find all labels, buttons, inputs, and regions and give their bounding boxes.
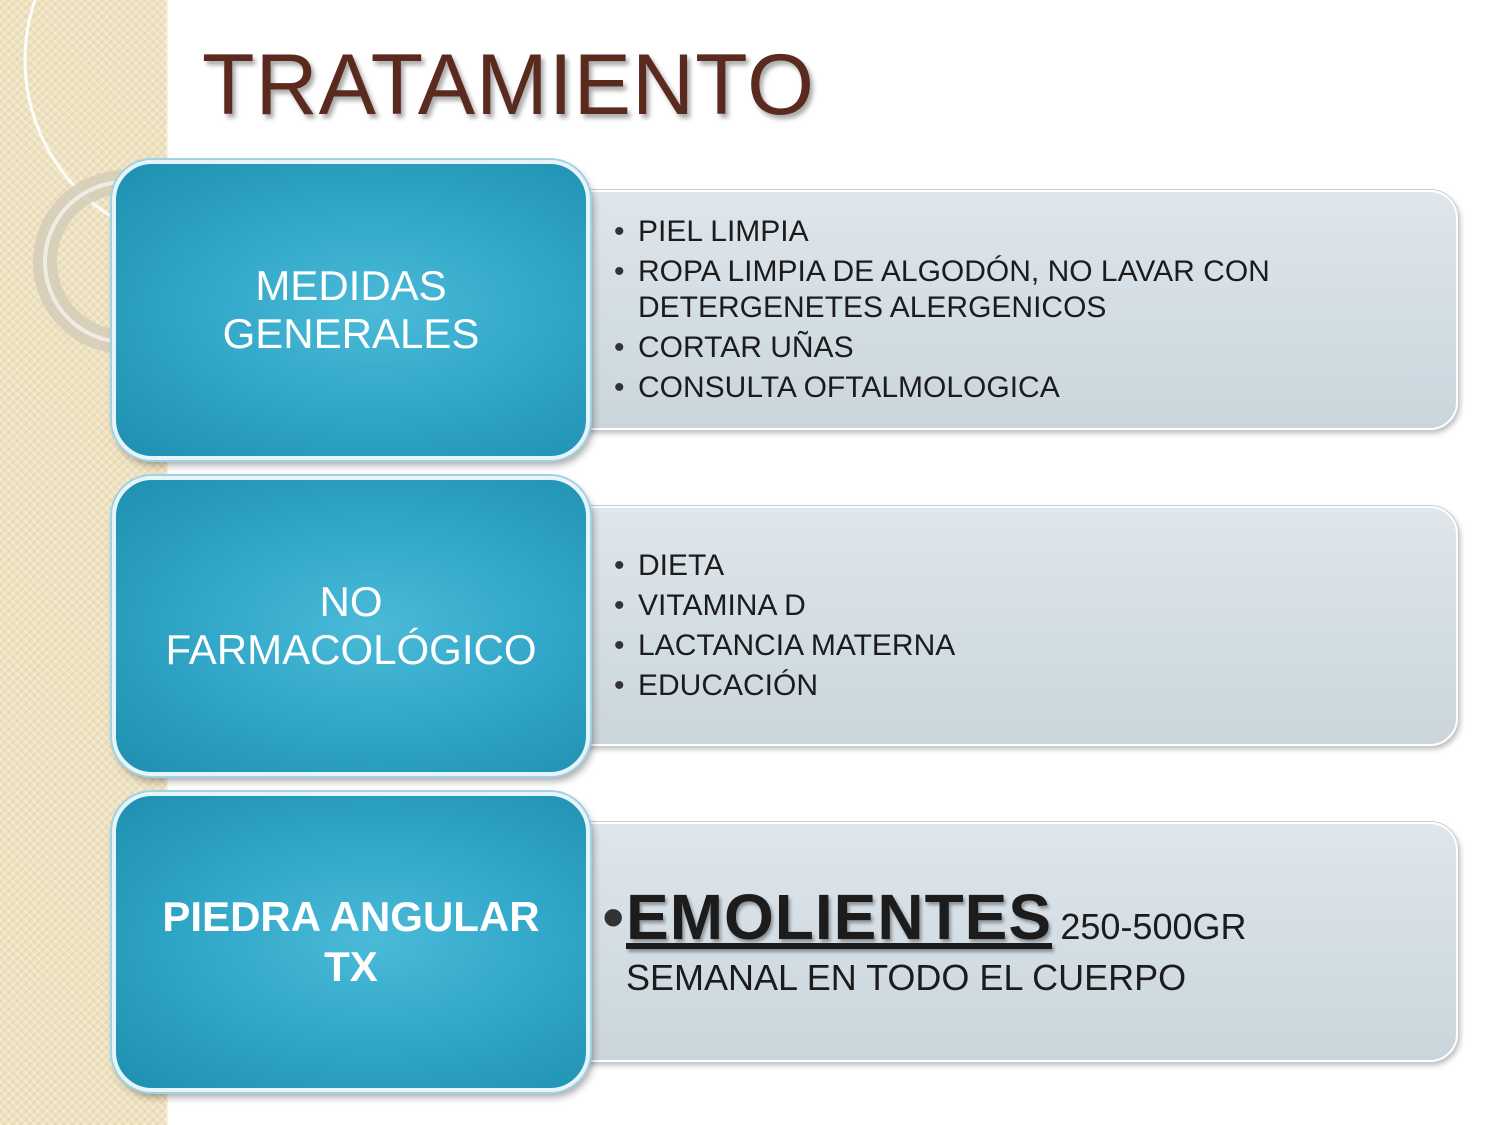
treatment-row-no-farmacologico bbox=[0, 476, 1500, 786]
treatment-row-medidas-generales bbox=[0, 160, 1500, 470]
list-item: • PIEL LIMPIA bbox=[614, 214, 1416, 250]
category-label: MEDIDAS GENERALES bbox=[222, 262, 480, 357]
category-box bbox=[112, 476, 590, 776]
list-item bbox=[602, 881, 1416, 1003]
category-box bbox=[112, 792, 590, 1092]
bullet-list bbox=[562, 544, 1456, 708]
list-item: • CORTAR UÑAS bbox=[614, 330, 1416, 366]
bullet-list bbox=[562, 210, 1456, 410]
list-item: • ROPA LIMPIA DE ALGODÓN, NO LAVAR CON DETERGENETES ALERGENICOS bbox=[614, 254, 1416, 326]
bullet-list bbox=[562, 877, 1456, 1007]
category-label: NO FARMACOLÓGICO bbox=[165, 578, 537, 673]
emolientes-detail: 250-500GR SEMANAL EN TODO EL CUERPO bbox=[626, 906, 1247, 998]
category-label: PIEDRA ANGULAR TX bbox=[162, 893, 540, 990]
treatment-row-piedra-angular bbox=[0, 792, 1500, 1102]
list-item: • VITAMINA D bbox=[614, 588, 1416, 624]
list-item: • DIETA bbox=[614, 548, 1416, 584]
list-item: • EDUCACIÓN bbox=[614, 668, 1416, 704]
detail-box bbox=[560, 506, 1458, 746]
detail-box bbox=[560, 822, 1458, 1062]
category-box bbox=[112, 160, 590, 460]
emolientes-highlight: EMOLIENTES bbox=[626, 881, 1053, 953]
list-item: • CONSULTA OFTALMOLOGICA bbox=[614, 370, 1416, 406]
detail-box bbox=[560, 190, 1458, 430]
slide-title: TRATAMIENTO bbox=[202, 37, 815, 133]
list-item: • LACTANCIA MATERNA bbox=[614, 628, 1416, 664]
